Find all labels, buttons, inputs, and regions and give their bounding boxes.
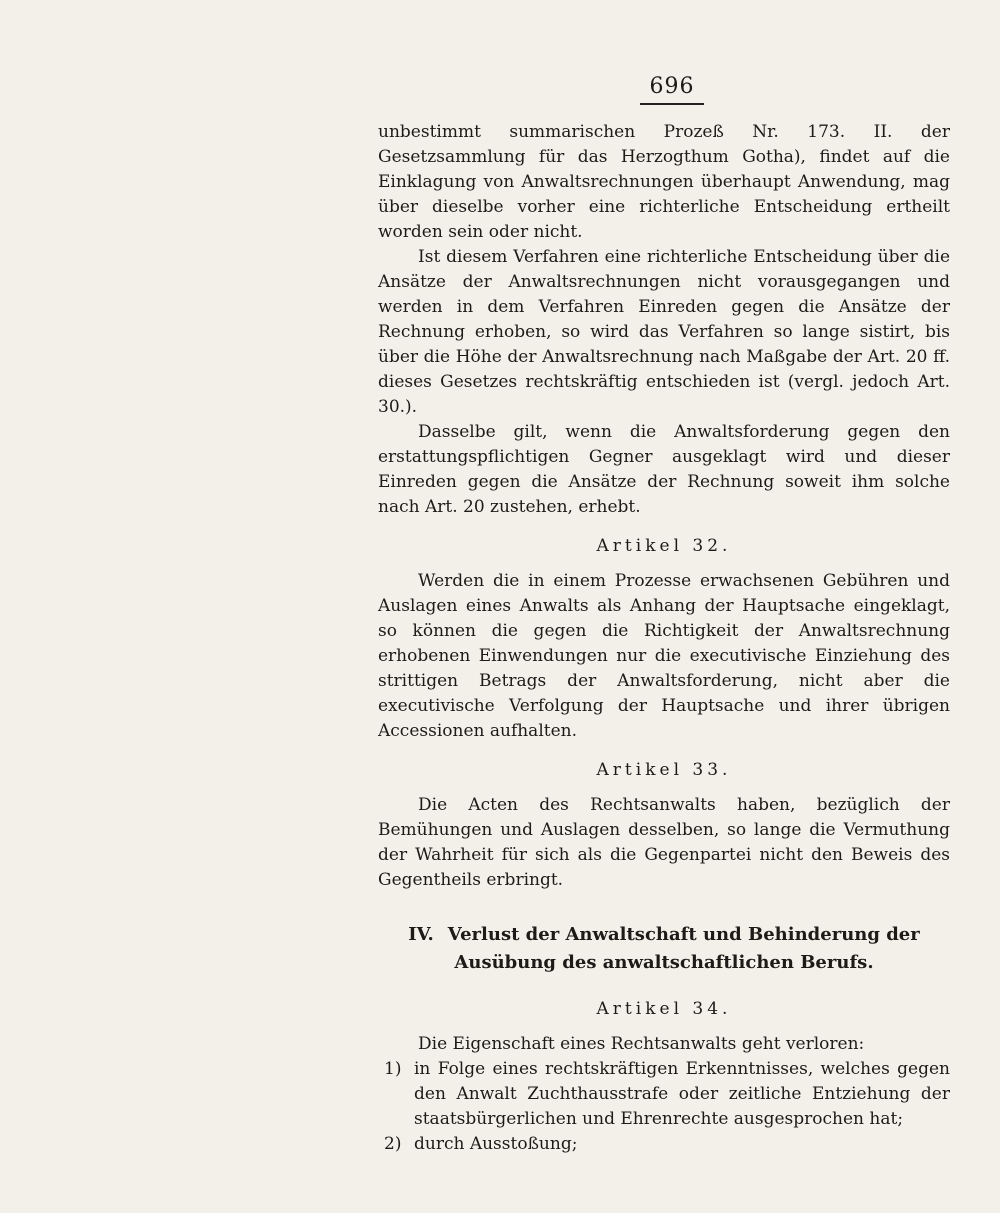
text-block xyxy=(378,120,950,1157)
page-number: 696 xyxy=(649,74,695,99)
list-marker: 2) xyxy=(384,1134,402,1154)
section-number: IV. xyxy=(408,924,434,945)
list-item xyxy=(378,1057,950,1132)
list-item-text: in Folge eines rechtskräftigen Erkenntnisses, welches gegen den Anwalt Zuchthausstrafe oder zeitliche Entziehung der staatsbürgerlichen und Ehrenrechte ausgesprochen hat; xyxy=(414,1059,950,1129)
article-33-heading: Artikel 33. xyxy=(596,760,732,780)
list-marker: 1) xyxy=(384,1059,402,1079)
paragraph: Dasselbe gilt, wenn die Anwaltsforderung gegen den erstattungspflichtigen Gegner ausgeklagt wird und dieser Einreden gegen die Ansätze der Rechnung soweit ihm solche nach Art. 20 zustehen, erhebt. xyxy=(378,422,950,517)
paragraph: Ist diesem Verfahren eine richterliche Entscheidung über die Ansätze der Anwaltsrechnungen nicht vorausgegangen und werden in dem Verfahren Einreden gegen die Ansätze der Rechnung erhoben, so wird das Verfahren so lange sistirt, bis über die Höhe der Anwaltsrechnung nach Maßgabe der Art. 20 ff. dieses Gesetzes rechtskräftig entschieden ist (vergl. jedoch Art. 30.). xyxy=(378,247,950,417)
page-number-rule xyxy=(640,103,704,105)
list-item-text: durch Ausstoßung; xyxy=(414,1134,578,1154)
section-title: Verlust der Anwaltschaft und Behinderung der Ausübung des anwaltschaftlichen Berufs. xyxy=(447,924,920,973)
article-32-heading: Artikel 32. xyxy=(596,536,732,556)
section-iv-heading xyxy=(378,921,950,977)
list-item xyxy=(378,1132,950,1157)
article-34-intro: Die Eigenschaft eines Rechtsanwalts geht verloren: xyxy=(418,1034,865,1054)
article-33-text: Die Acten des Rechtsanwalts haben, bezüglich der Bemühungen und Auslagen desselben, so lange die Vermuthung der Wahrheit für sich als die Gegenpartei nicht den Beweis des Gegentheils erbringt. xyxy=(378,795,950,890)
article-34-heading: Artikel 34. xyxy=(596,999,732,1019)
paragraph-continuation: unbestimmt summarischen Prozeß Nr. 173. II. der Gesetzsammlung für das Herzogthum Gotha), findet auf die Einklagung von Anwaltsrechnungen überhaupt Anwendung, mag über dieselbe vorher eine richterliche Entscheidung ertheilt worden sein oder nicht. xyxy=(378,122,950,242)
article-32-text: Werden die in einem Prozesse erwachsenen Gebühren und Auslagen eines Anwalts als Anhang der Hauptsache eingeklagt, so können die gegen die Richtigkeit der Anwaltsrechnung erhobenen Einwendungen nur die executivische Einziehung des strittigen Betrags der Anwaltsforderung, nicht aber die executivische Verfolgung der Hauptsache und ihrer übrigen Accessionen aufhalten. xyxy=(378,571,950,741)
